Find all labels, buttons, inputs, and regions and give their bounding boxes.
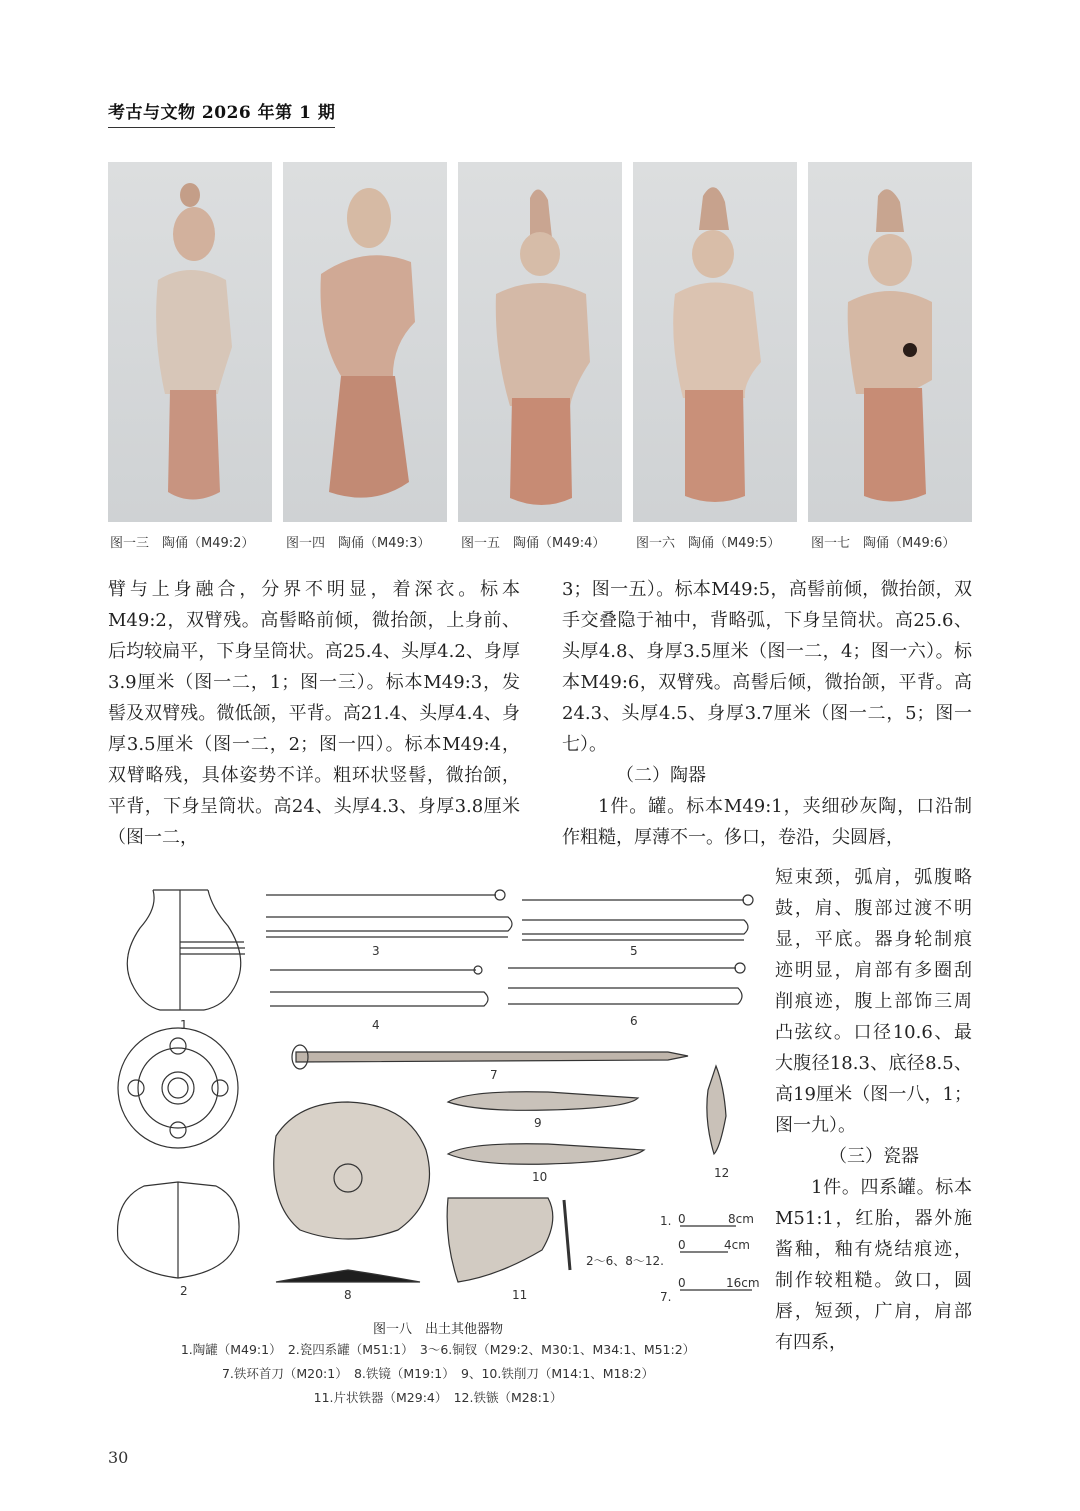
narrow-text-column (775, 862, 972, 1358)
scale-zero: 0 (678, 1212, 686, 1226)
scale-unit-4cm: 4cm (724, 1238, 750, 1252)
iron-knife-10-drawing (448, 1144, 644, 1165)
photo-caption-13: 图一三 陶俑（M49:2） (110, 536, 255, 551)
hairpin-drawings (266, 890, 753, 1006)
body-paragraph: 3；图一五）。标本M49:5，高髻前倾，微抬颌，双手交叠隐于袖中，背略弧，下身呈筒状。高25.6、头厚4.8、身厚3.5厘米（图一二，4；图一六）。标本M49:6，双臂残。高髻后倾，微抬颌，平背。高24.3、头厚4.5、身厚3.7厘米（图一二，5；图一七）。 (562, 579, 972, 755)
body-paragraph: 1件。四系罐。标本M51:1，红胎，器外施酱釉，釉有烧结痕迹，制作较粗糙。敛口，圆唇，短颈，广肩，肩部有四系， (775, 1177, 972, 1353)
figurine-photo-m49-4 (458, 162, 622, 522)
iron-mirror-drawing (274, 1102, 430, 1282)
figure-18-title: 图一八 出土其他器物 (372, 1322, 503, 1337)
section-heading-porcelain: （三）瓷器 (829, 1146, 919, 1167)
iron-knife-9-drawing (448, 1092, 638, 1111)
figure-label-8: 8 (344, 1288, 352, 1302)
figure-18-legend-line-2: 7.铁环首刀（M20:1） 8.铁镜（M19:1） 9、10.铁削刀（M14:1、M18:2） (221, 1366, 655, 1381)
arrowhead-drawing (707, 1066, 726, 1154)
sheet-iron-drawing (447, 1198, 553, 1282)
figure-label-10: 10 (532, 1170, 548, 1184)
scale-label-7: 7. (660, 1290, 672, 1304)
figure-label-2: 2 (180, 1284, 188, 1298)
body-paragraph: 短束颈，弧肩，弧腹略鼓，肩、腹部过渡不明显，平底。器身轮制痕迹明显，肩部有多圈刮削痕迹，腹上部饰三周凸弦纹。口径10.6、最大腹径18.3、底径8.5、高19厘米（图一八，1；图一九）。 (775, 867, 972, 1136)
figure-label-4: 4 (372, 1018, 380, 1032)
figurine-photo-m49-2 (108, 162, 272, 522)
figure-label-12: 12 (714, 1166, 730, 1180)
figure-18-drawings (108, 880, 768, 1300)
figurine-photo-m49-3 (283, 162, 447, 522)
right-text-column (562, 574, 972, 853)
figure-label-3: 3 (372, 944, 380, 958)
photo-caption-14: 图一四 陶俑（M49:3） (286, 536, 431, 551)
left-text-column (108, 574, 520, 853)
journal-header: 考古与文物 2026 年第 1 期 (108, 98, 335, 128)
figure-label-7: 7 (490, 1068, 498, 1082)
figure-18-legend-line-1: 1.陶罐（M49:1） 2.瓷四系罐（M51:1） 3～6.铜钗（M29:2、M30:1、M34:1、M51:2） (180, 1342, 696, 1357)
jar-drawing (127, 890, 245, 1010)
scale-label-1: 1. (660, 1214, 672, 1228)
body-paragraph: 臂与上身融合，分界不明显，着深衣。标本M49:2，双臂残。高髻略前倾，微抬颌，上身前、后均较扁平，下身呈筒状。高25.4、头厚4.2、身厚3.9厘米（图一二，1；图一三）。标本M49:3，发髻及双臂残。微低颌，平背。高21.4、头厚4.4、身厚3.5厘米（图一二，2；图一四）。标本M49:4，双臂略残，具体姿势不详。粗环状竖髻，微抬颌，平背，下身呈筒状。高24、头厚4.3、身厚3.8厘米（图一二， (108, 579, 520, 848)
four-lug-jar-drawing (118, 1028, 240, 1278)
figurine-photo-strip (108, 162, 972, 522)
figure-label-6: 6 (630, 1014, 638, 1028)
scale-label-2: 2～6、8～12. (586, 1254, 664, 1268)
photo-caption-16: 图一六 陶俑（M49:5） (636, 536, 781, 551)
body-paragraph: 1件。罐。标本M49:1，夹细砂灰陶，口沿制作粗糙，厚薄不一。侈口，卷沿，尖圆唇， (562, 796, 972, 848)
ring-pommel-knife-drawing (296, 1052, 688, 1062)
figure-label-5: 5 (630, 944, 638, 958)
scale-unit-8cm: 8cm (728, 1212, 754, 1226)
figure-label-1: 1 (180, 1018, 188, 1032)
scale-unit-16cm: 16cm (726, 1276, 760, 1290)
photo-caption-15: 图一五 陶俑（M49:4） (461, 536, 606, 551)
photo-caption-17: 图一七 陶俑（M49:6） (811, 536, 956, 551)
figure-label-11: 11 (512, 1288, 528, 1302)
page-number: 30 (108, 1448, 129, 1467)
scale-zero: 0 (678, 1238, 686, 1252)
figurine-photo-m49-6 (808, 162, 972, 522)
figure-18 (108, 880, 768, 1304)
section-heading-pottery: （二）陶器 (616, 765, 706, 786)
figure-18-legend-line-3: 11.片状铁器（M29:4） 12.铁镞（M28:1） (313, 1390, 563, 1405)
scale-zero: 0 (678, 1276, 686, 1290)
figurine-photo-m49-5 (633, 162, 797, 522)
figure-label-9: 9 (534, 1116, 542, 1130)
